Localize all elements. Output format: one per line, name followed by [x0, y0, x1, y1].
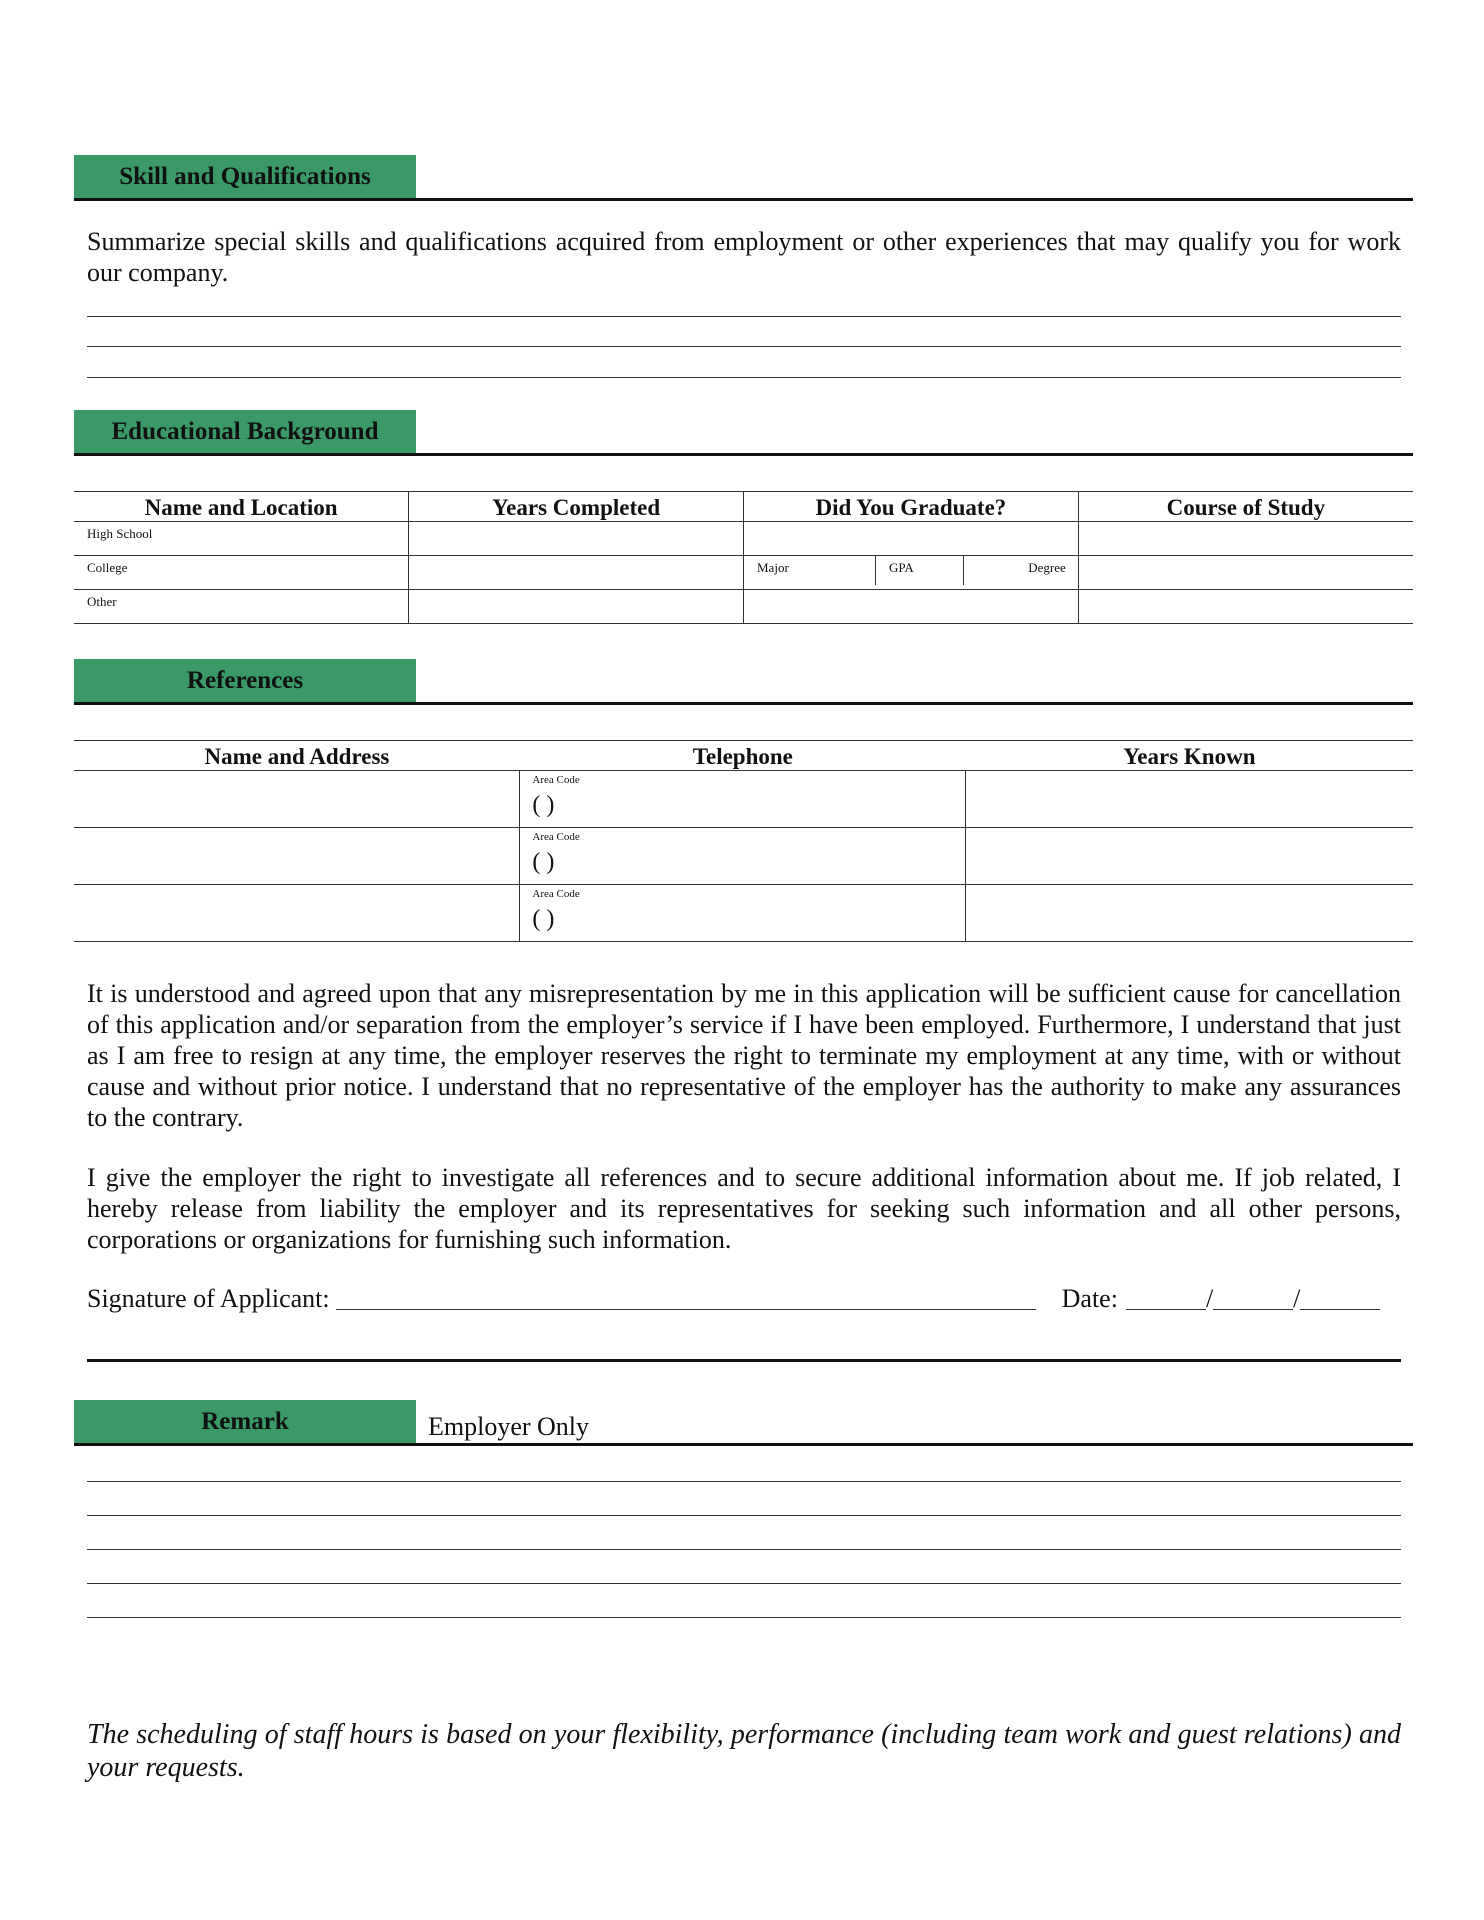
remark-line-3[interactable]: [87, 1549, 1401, 1550]
area-code-parens: ( ): [532, 792, 555, 818]
edu-header-did-you-graduate: Did You Graduate?: [744, 492, 1079, 522]
ref-cell-years-known[interactable]: [966, 771, 1413, 828]
edu-cell-years[interactable]: [409, 590, 744, 624]
remark-section-title: Remark: [74, 1400, 416, 1443]
skills-answer-line-2[interactable]: [87, 346, 1401, 347]
edu-cell-graduate[interactable]: [744, 522, 1079, 556]
date-month-field[interactable]: [1126, 1284, 1206, 1310]
edu-cell-major[interactable]: Major: [744, 556, 876, 585]
skills-answer-line-1[interactable]: [87, 316, 1401, 317]
ref-cell-years-known[interactable]: [966, 885, 1413, 942]
ref-header-years-known: Years Known: [966, 741, 1413, 771]
edu-cell-course[interactable]: [1078, 522, 1413, 556]
references-section-title: References: [74, 659, 416, 702]
remark-section-header: [74, 1400, 1413, 1446]
ref-cell-telephone[interactable]: [520, 771, 966, 828]
area-code-parens: ( ): [532, 906, 555, 932]
divider: [87, 1359, 1401, 1362]
closing-statement: The scheduling of staff hours is based on your flexibility, performance (including team work and guest relations) and your requests.: [87, 1719, 1401, 1783]
agreement-paragraph-1: It is understood and agreed upon that any misrepresentation by me in this application will be sufficient cause for cancellation of this application and/or separation from the employer’s service if I have been employed. Furthermore, I understand that just as I am free to resign at any time, the employer reserves the right to terminate my employment at any time, with or without cause and without prior notice. I understand that no representative of the employer has the authority to make any assurances to the contrary.: [87, 979, 1401, 1132]
area-code-label: Area Code: [532, 888, 580, 900]
date-label: Date:: [1061, 1284, 1118, 1313]
skills-section-title: Skill and Qualifications: [74, 155, 416, 198]
ref-cell-telephone[interactable]: [520, 828, 966, 885]
edu-cell-college[interactable]: College: [74, 556, 409, 590]
edu-cell-high-school[interactable]: High School: [74, 522, 409, 556]
edu-header-years-completed: Years Completed: [409, 492, 744, 522]
ref-cell-years-known[interactable]: [966, 828, 1413, 885]
edu-cell-graduate[interactable]: [744, 590, 1079, 624]
area-code-label: Area Code: [532, 831, 580, 843]
area-code-parens: ( ): [532, 849, 555, 875]
edu-cell-gpa[interactable]: GPA: [876, 556, 964, 585]
ref-cell-telephone[interactable]: [520, 885, 966, 942]
date-separator: /: [1205, 1284, 1214, 1313]
edu-header-course-of-study: Course of Study: [1078, 492, 1413, 522]
area-code-label: Area Code: [532, 774, 580, 786]
edu-row-high-school: [74, 522, 1413, 556]
education-table: [74, 491, 1413, 624]
ref-header-name-address: Name and Address: [74, 741, 520, 771]
signature-field[interactable]: [336, 1284, 1036, 1310]
remark-line-1[interactable]: [87, 1481, 1401, 1482]
remark-line-4[interactable]: [87, 1583, 1401, 1584]
edu-cell-other[interactable]: Other: [74, 590, 409, 624]
ref-cell-name-address[interactable]: [74, 885, 520, 942]
skills-section-header: [74, 155, 1413, 201]
edu-cell-graduate-split: [744, 556, 1079, 590]
edu-cell-degree[interactable]: Degree: [1028, 560, 1066, 575]
agreement-paragraph-2: I give the employer the right to investigate all references and to secure additional information about me. If job related, I hereby release from liability the employer and its representatives for seeking such information and all other persons, corporations or organizations for furnishing such information.: [87, 1163, 1401, 1254]
edu-cell-course[interactable]: [1078, 556, 1413, 590]
skills-answer-line-3[interactable]: [87, 377, 1401, 378]
ref-row: [74, 771, 1413, 828]
skills-prompt: Summarize special skills and qualifications acquired from employment or other experiences that may qualify you for work our company.: [87, 227, 1401, 287]
remark-line-5[interactable]: [87, 1617, 1401, 1618]
edu-cell-course[interactable]: [1078, 590, 1413, 624]
date-separator: /: [1293, 1284, 1301, 1313]
employer-only-note: Employer Only: [428, 1412, 590, 1441]
edu-cell-years[interactable]: [409, 522, 744, 556]
references-section-header: [74, 659, 1413, 705]
date-year-field[interactable]: [1300, 1284, 1380, 1310]
edu-row-other: [74, 590, 1413, 624]
remark-line-2[interactable]: [87, 1515, 1401, 1516]
education-section-title: Educational Background: [74, 410, 416, 453]
ref-header-telephone: Telephone: [520, 741, 966, 771]
references-table: [74, 740, 1413, 942]
ref-cell-name-address[interactable]: [74, 771, 520, 828]
edu-header-name-location: Name and Location: [74, 492, 409, 522]
edu-row-college: [74, 556, 1413, 590]
signature-row: [87, 1284, 1401, 1314]
edu-cell-years[interactable]: [409, 556, 744, 590]
signature-label: Signature of Applicant:: [87, 1284, 330, 1313]
ref-cell-name-address[interactable]: [74, 828, 520, 885]
ref-row: [74, 885, 1413, 942]
education-section-header: [74, 410, 1413, 456]
ref-row: [74, 828, 1413, 885]
date-day-field[interactable]: [1213, 1284, 1293, 1310]
